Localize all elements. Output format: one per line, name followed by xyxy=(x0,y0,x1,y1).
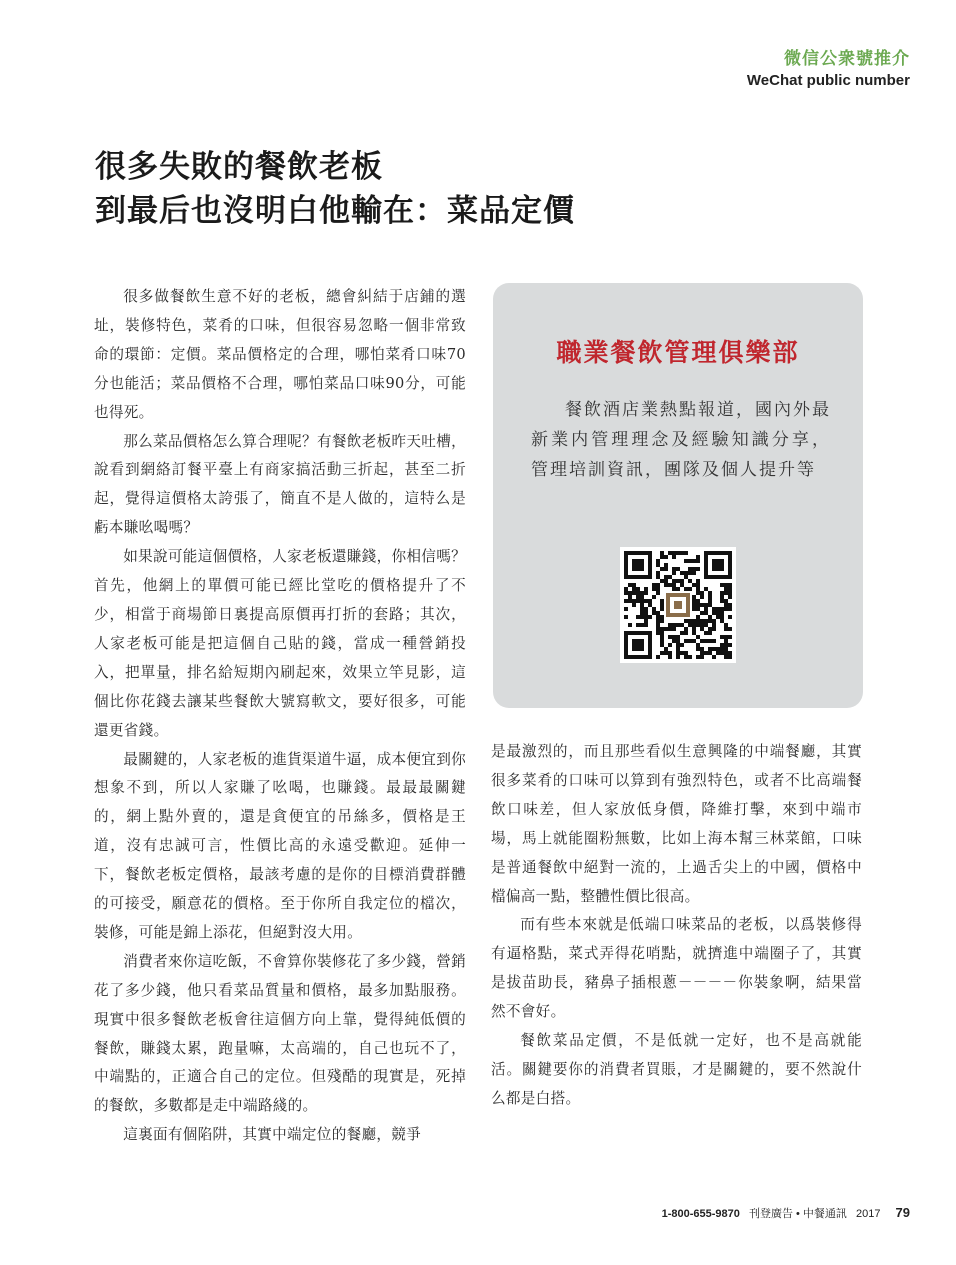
article-title xyxy=(95,145,575,233)
qr-code-icon[interactable] xyxy=(620,547,736,663)
paragraph: 這裏面有個陷阱，其實中端定位的餐廳，競爭 xyxy=(123,1126,422,1144)
page-footer xyxy=(662,1205,910,1221)
promo-box xyxy=(493,283,863,708)
paragraph: 餐飲菜品定價，不是低就一定好，也不是高就能活。關鍵要你的消費者買賬，才是關鍵的，要不然說什么都是白搭。 xyxy=(491,1032,862,1107)
article-title-line-1: 很多失敗的餐飲老板 xyxy=(95,149,383,185)
promo-description: 餐飲酒店業熱點報道，國內外最新業内管理理念及經驗知識分享，管理培訓資訊，團隊及個人提升等 xyxy=(531,400,831,480)
promo-title: 職業餐飲管理俱樂部 xyxy=(556,338,800,367)
section-title-en: WeChat public number xyxy=(746,72,910,89)
paragraph: 消費者來你這吃飯，不會算你裝修花了多少錢，營銷花了多少錢，他只看菜品質量和價格，最多加點服務。現實中很多餐飲老板會往這個方向上靠，覺得純低價的餐飲，賺錢太累，跑量嘛，太高端的，自己也玩不了，中端點的，正適合自己的定位。但殘酷的現實是，死掉的餐飲，多數都是走中端路綫的。 xyxy=(94,952,466,1115)
footer-year: 2017 xyxy=(855,1208,881,1220)
paragraph: 很多做餐飲生意不好的老板，總會糾結于店鋪的選址，裝修特色，菜肴的口味，但很容易忽略一個非常致命的環節：定價。菜品價格定的合理，哪怕菜肴口味70分也能活；菜品價格不合理，哪怕菜品口味90分，可能也得死。 xyxy=(94,288,466,421)
paragraph: 是最激烈的，而且那些看似生意興隆的中端餐廳，其實很多菜肴的口味可以算到有強烈特色，或者不比高端餐飲口味差，但人家放低身價，降維打擊，來到中端市場，馬上就能圈粉無數，比如上海本幫三林菜館，口味是普通餐飲中絕對一流的，上過舌尖上的中國，價格中檔偏高一點，整體性價比很高。 xyxy=(491,743,862,905)
paragraph: 最關鍵的，人家老板的進貨渠道牛逼，成本便宜到你想象不到，所以人家賺了吆喝，也賺錢。最最最關鍵的，網上點外賣的，還是貪便宜的吊絲多，價格是王道，沒有忠誠可言，性價比高的永遠受歡迎。延伸一下，餐飲老板定價格，最該考慮的是你的目標消費群體的可接受，願意花的價格。至于你所自我定位的檔次，裝修，可能是錦上添花，但絕對沒大用。 xyxy=(94,750,466,941)
paragraph: 而有些本來就是低端口味菜品的老板，以爲裝修得有逼格點，菜式弄得花哨點，就擠進中端圈子了，其實是拔苗助長，豬鼻子插根蔥－－－－你裝象啊，結果當然不會好。 xyxy=(491,916,862,1021)
section-title-cn: 微信公衆號推介 xyxy=(784,49,910,69)
footer-publication: 刊登廣告 • 中餐通訊 xyxy=(748,1208,847,1220)
paragraph: 那么菜品價格怎么算合理呢？有餐飲老板昨天吐槽，說看到網絡訂餐平臺上有商家搞活動三折起，甚至二折起，覺得這價格太誇張了，簡直不是人做的，這特么是虧本賺吆喝嗎？ xyxy=(94,432,466,537)
paragraph: 如果說可能這個價格，人家老板還賺錢，你相信嗎？首先，他網上的單價可能已經比堂吃的價格提升了不少，相當于商場節日裏提高原價再打折的套路；其次，人家老板可能是把這個自己貼的錢，當成一種營銷投入，把單量，排名給短期內刷起來，效果立竿見影，這個比你花錢去讓某些餐飲大號寫軟文，要好很多，可能還更省錢。 xyxy=(94,548,466,739)
article-column-right xyxy=(491,738,862,1114)
article-column-left xyxy=(94,283,466,1150)
article-title-line-2: 到最后也沒明白他輸在：菜品定價 xyxy=(95,193,575,229)
page-number: 79 xyxy=(895,1205,910,1220)
footer-phone: 1-800-655-9870 xyxy=(661,1208,740,1220)
